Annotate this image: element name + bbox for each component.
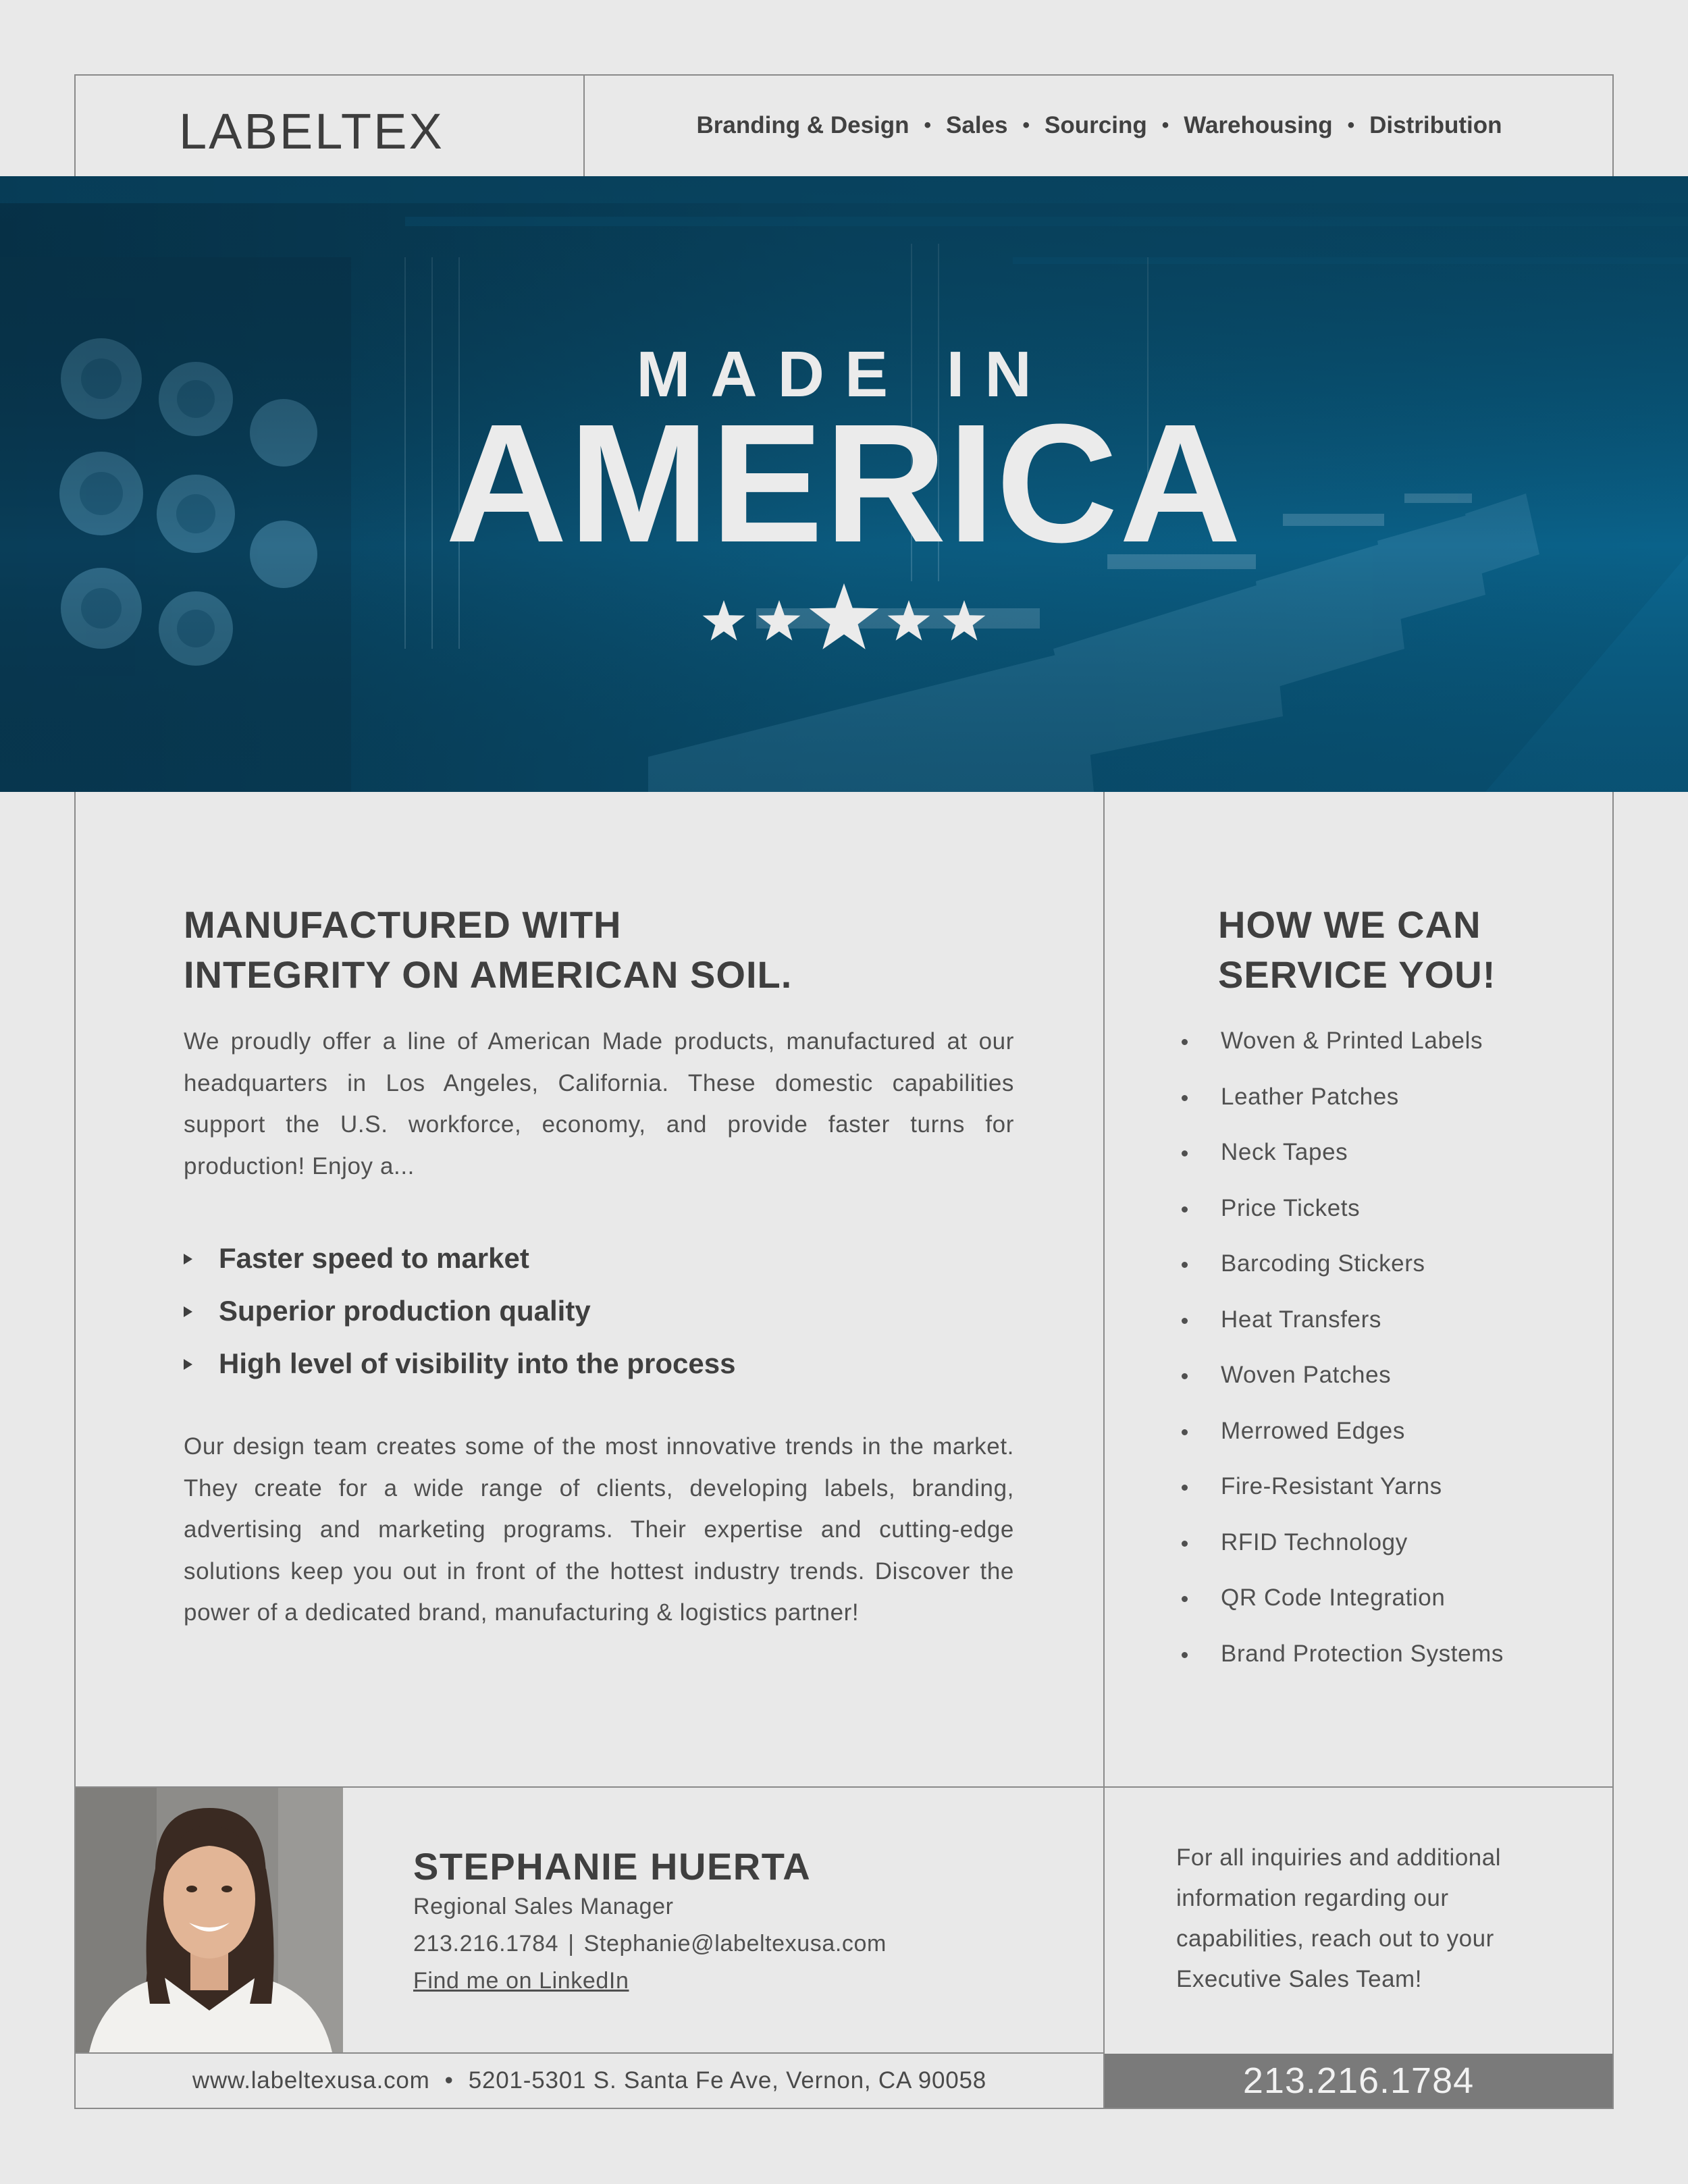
star-icon <box>810 583 879 649</box>
nav-separator: • <box>1022 113 1030 136</box>
labeltex-logo[interactable] <box>179 101 490 155</box>
hero-title: AMERICA <box>445 389 1243 577</box>
list-item <box>1180 1075 1504 1131</box>
list-item <box>1180 1521 1504 1577</box>
contact-details <box>413 1931 887 1957</box>
nav-branding-design[interactable]: Branding & Design <box>696 111 909 138</box>
inquiry-text: For all inquiries and additional information regarding our capabilities, reach out to your Executive Sales Team! <box>1176 1844 1501 1992</box>
benefit-text: Faster speed to market <box>219 1242 529 1274</box>
footer-phone[interactable]: 213.216.1784 <box>1105 2054 1612 2108</box>
triangle-bullet-icon <box>184 1254 192 1264</box>
contact-email[interactable]: Stephanie@labeltexusa.com <box>583 1931 887 1956</box>
service-text: Woven & Printed Labels <box>1221 1028 1483 1054</box>
bullet-icon <box>1182 1652 1188 1658</box>
benefit-text: High level of visibility into the process <box>219 1348 736 1379</box>
list-item <box>1180 1465 1504 1521</box>
footer-separator: • <box>444 2067 454 2094</box>
contact-name: STEPHANIE HUERTA <box>413 1845 812 1888</box>
bullet-icon <box>1182 1262 1188 1268</box>
nav-sourcing[interactable]: Sourcing <box>1045 111 1147 138</box>
list-item <box>184 1232 736 1285</box>
bullet-icon <box>1182 1429 1188 1435</box>
footer-website[interactable]: www.labeltexusa.com <box>192 2067 430 2094</box>
contact-separator: | <box>568 1931 575 1956</box>
bullet-icon <box>1182 1373 1188 1379</box>
services-list <box>1180 1019 1504 1688</box>
list-item <box>1180 1242 1504 1298</box>
service-text: Neck Tapes <box>1221 1139 1348 1165</box>
contact-phone[interactable]: 213.216.1784 <box>413 1931 559 1956</box>
nav-warehousing[interactable]: Warehousing <box>1184 111 1333 138</box>
service-text: Leather Patches <box>1221 1083 1399 1110</box>
list-item <box>1180 1410 1504 1466</box>
benefits-list <box>184 1232 736 1390</box>
left-heading-line2: INTEGRITY ON AMERICAN SOIL. <box>184 953 793 996</box>
star-icon <box>703 600 745 641</box>
service-text: RFID Technology <box>1221 1528 1408 1555</box>
star-icon <box>943 600 986 641</box>
avatar <box>76 1788 343 2052</box>
list-item <box>184 1285 736 1337</box>
left-heading <box>184 900 1061 1000</box>
list-item <box>1180 1632 1504 1688</box>
bullet-icon <box>1182 1485 1188 1491</box>
stars-icon <box>689 581 999 655</box>
service-text: QR Code Integration <box>1221 1584 1446 1611</box>
list-item <box>1180 1131 1504 1187</box>
bullet-icon <box>1182 1318 1188 1324</box>
bullet-icon <box>1182 1206 1188 1213</box>
bullet-icon <box>1182 1095 1188 1101</box>
service-text: Barcoding Stickers <box>1221 1250 1425 1277</box>
linkedin-link[interactable]: Find me on LinkedIn <box>413 1968 629 1994</box>
right-heading <box>1218 900 1596 1000</box>
footer-address: 5201-5301 S. Santa Fe Ave, Vernon, CA 90058 <box>468 2067 987 2094</box>
nav-sales[interactable]: Sales <box>946 111 1008 138</box>
bullet-icon <box>1182 1596 1188 1602</box>
nav-distribution[interactable]: Distribution <box>1369 111 1502 138</box>
top-nav <box>585 74 1614 176</box>
bullet-icon <box>1182 1039 1188 1045</box>
list-item <box>184 1337 736 1390</box>
left-heading-line1: MANUFACTURED WITH <box>184 903 622 946</box>
service-text: Woven Patches <box>1221 1362 1392 1388</box>
intro-paragraph: We proudly offer a line of American Made products, manufactured at our headquarters in Los Angeles, California. These domestic capabilities support the U.S. workforce, economy, and provide faster turns for production! Enjoy a... <box>184 1028 1014 1179</box>
list-item <box>1180 1576 1504 1632</box>
triangle-bullet-icon <box>184 1306 192 1317</box>
bullet-icon <box>1182 1150 1188 1156</box>
triangle-bullet-icon <box>184 1359 192 1370</box>
service-text: Heat Transfers <box>1221 1306 1381 1333</box>
footer-info <box>76 2054 1103 2108</box>
list-item <box>1180 1187 1504 1243</box>
service-text: Fire-Resistant Yarns <box>1221 1473 1442 1499</box>
hero-subtitle: MADE IN <box>636 338 1052 410</box>
design-paragraph: Our design team creates some of the most innovative trends in the market. They create for a wide range of clients, developing labels, branding, advertising and marketing programs. Their expertise and cutting-edge solutions keep you out in front of the hottest industry trends. Discover the power of a dedicated brand, manufacturing & logistics partner! <box>184 1433 1014 1626</box>
nav-separator: • <box>1347 113 1355 136</box>
list-item <box>1180 1354 1504 1410</box>
hero-banner <box>0 176 1688 792</box>
right-heading-line1: HOW WE CAN <box>1218 903 1481 946</box>
service-text: Price Tickets <box>1221 1194 1361 1221</box>
list-item <box>1180 1298 1504 1354</box>
service-text: Merrowed Edges <box>1221 1417 1405 1444</box>
nav-separator: • <box>1161 113 1169 136</box>
right-heading-line2: SERVICE YOU! <box>1218 953 1496 996</box>
service-text: Brand Protection Systems <box>1221 1640 1504 1667</box>
list-item <box>1180 1019 1504 1075</box>
benefit-text: Superior production quality <box>219 1295 591 1327</box>
logo-text: LABELTEX <box>179 103 444 155</box>
bullet-icon <box>1182 1541 1188 1547</box>
nav-separator: • <box>924 113 932 136</box>
contact-role: Regional Sales Manager <box>413 1894 674 1919</box>
column-divider <box>1103 792 1105 2109</box>
star-icon <box>758 600 801 641</box>
star-icon <box>888 600 930 641</box>
